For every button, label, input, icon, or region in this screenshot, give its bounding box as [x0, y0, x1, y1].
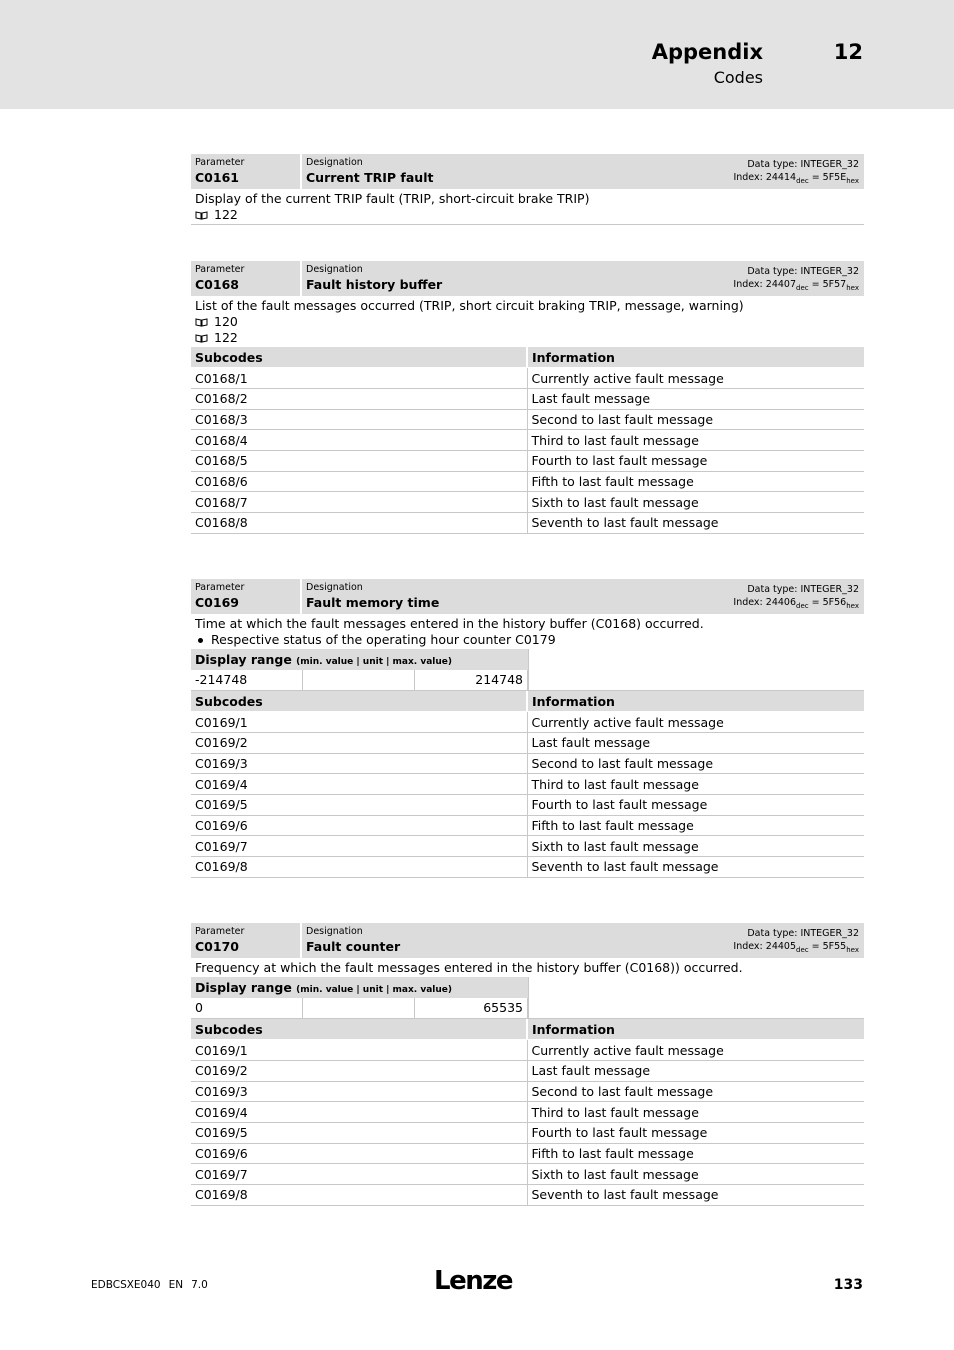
param-description: Display of the current TRIP fault (TRIP, short-circuit brake TRIP) 122 — [191, 189, 864, 225]
data-type-info: Data type: INTEGER_32 Index: $24414_{dec} = 5F5E_{hex}$ — [733, 159, 859, 185]
page-reference[interactable]: 122 — [195, 207, 860, 223]
table-row: C0168/6 Fifth to last fault message — [191, 471, 864, 492]
subcodes-table: Subcodes Information C0169/1 Currently active fault message C0169/2 Last fault message C0169/3 Second to last fault message C0169/4 Third to last fault message C0169/5 Fourth to last fault message C0169/6 Fifth to last fault message C0169/7 Sixth to last fault message C0169/8 Seventh to last fault message — [191, 1019, 864, 1206]
table-row: C0169/4 Third to last fault message — [191, 774, 864, 795]
chapter-title: Appendix — [651, 40, 763, 64]
table-row: C0169/3 Second to last fault message — [191, 753, 864, 774]
table-row: C0169/8 Seventh to last fault message — [191, 857, 864, 878]
range-unit — [303, 670, 415, 690]
table-row: C0169/5 Fourth to last fault message — [191, 794, 864, 815]
table-row: C0169/6 Fifth to last fault message — [191, 1143, 864, 1164]
bullet-icon — [198, 638, 203, 643]
parameter-code: C0169 — [195, 595, 239, 610]
param-block-c0168 — [191, 261, 864, 534]
table-row: C0168/8 Seventh to last fault message — [191, 513, 864, 534]
range-unit — [303, 998, 415, 1018]
designation-value: Current TRIP fault — [306, 170, 434, 185]
param-description: List of the fault messages occurred (TRIP, short circuit braking TRIP, message, warning) 120 122 — [191, 296, 864, 347]
param-header: Parameter C0168 Designation Fault history buffer Data type: INTEGER_32 Index: $24407_{dec} = 5F57_{hex}$ — [191, 261, 864, 296]
parameter-code: C0168 — [195, 277, 239, 292]
param-header: Parameter C0170 Designation Fault counter Data type: INTEGER_32 Index: $24405_{dec} = 5F55_{hex}$ — [191, 923, 864, 958]
parameter-code: C0161 — [195, 170, 239, 185]
table-row: C0168/3 Second to last fault message — [191, 409, 864, 430]
page-reference[interactable]: 120 — [195, 314, 860, 330]
data-type-info: Data type: INTEGER_32 Index: $24406_{dec} = 5F56_{hex}$ — [733, 584, 859, 610]
param-header: Parameter C0169 Designation Fault memory time Data type: INTEGER_32 Index: $24406_{dec} = 5F56_{hex}$ — [191, 579, 864, 614]
book-icon — [195, 211, 208, 220]
designation-value: Fault counter — [306, 939, 401, 954]
display-range: Display range (min. value | unit | max. value) -214748 214748 — [191, 649, 864, 691]
table-row: C0169/7 Sixth to last fault message — [191, 836, 864, 857]
designation-label: Designation — [306, 157, 363, 168]
table-row: C0168/4 Third to last fault message — [191, 430, 864, 451]
subcodes-table: Subcodes Information C0169/1 Currently active fault message C0169/2 Last fault message C0169/3 Second to last fault message C0169/4 Third to last fault message C0169/5 Fourth to last fault message C0169/6 Fifth to last fault message C0169/7 Sixth to last fault message C0169/8 Seventh to last fault message — [191, 691, 864, 878]
page-reference[interactable]: 122 — [195, 330, 860, 346]
lenze-logo — [434, 1265, 516, 1293]
subcodes-table: Subcodes Information C0168/1 Currently active fault message C0168/2 Last fault message C0168/3 Second to last fault message C0168/4 Third to last fault message C0168/5 Fourth to last fault message C0168/6 Fifth to last fault message C0168/7 Sixth to last fault message C0168/8 Seventh to last fault message — [191, 347, 864, 534]
range-min: 0 — [191, 998, 303, 1018]
designation-value: Fault history buffer — [306, 277, 443, 292]
designation-value: Fault memory time — [306, 595, 440, 610]
param-block-c0169 — [191, 579, 864, 878]
page-number: 133 — [833, 1277, 863, 1293]
range-max: 65535 — [415, 998, 528, 1018]
param-block-c0170 — [191, 923, 864, 1206]
parameter-code: C0170 — [195, 939, 239, 954]
table-row: C0169/2 Last fault message — [191, 732, 864, 753]
table-row: C0168/5 Fourth to last fault message — [191, 450, 864, 471]
table-row: C0169/1 Currently active fault message — [191, 1040, 864, 1061]
data-type-info: Data type: INTEGER_32 Index: $24407_{dec} = 5F57_{hex}$ — [733, 266, 859, 292]
chapter-number: 12 — [833, 40, 863, 64]
svg-text:Lenze: Lenze — [434, 1266, 512, 1293]
data-type-info: Data type: INTEGER_32 Index: $24405_{dec} = 5F55_{hex}$ — [733, 928, 859, 954]
table-row: C0169/6 Fifth to last fault message — [191, 815, 864, 836]
document-id: EDBCSXE040 EN 7.0 — [91, 1279, 208, 1291]
table-row: C0169/8 Seventh to last fault message — [191, 1185, 864, 1206]
table-row: C0169/1 Currently active fault message — [191, 712, 864, 733]
param-block-c0161 — [191, 154, 864, 225]
book-icon — [195, 334, 208, 343]
parameter-label: Parameter — [195, 157, 245, 168]
table-row: C0168/1 Currently active fault message — [191, 368, 864, 389]
param-header — [191, 154, 864, 189]
book-icon — [195, 318, 208, 327]
range-max: 214748 — [415, 670, 528, 690]
range-min: -214748 — [191, 670, 303, 690]
table-row: C0169/7 Sixth to last fault message — [191, 1164, 864, 1185]
table-row: C0169/5 Fourth to last fault message — [191, 1122, 864, 1143]
param-description: Frequency at which the fault messages entered in the history buffer (C0168)) occurred. — [195, 960, 743, 975]
display-range: Display range (min. value | unit | max. value) 0 65535 — [191, 977, 864, 1019]
table-row: C0169/4 Third to last fault message — [191, 1102, 864, 1123]
param-description: Time at which the fault messages entered in the history buffer (C0168) occurred. Respective status of the operating hour counter C0179 — [191, 614, 864, 649]
table-row: C0168/7 Sixth to last fault message — [191, 492, 864, 513]
table-row: C0169/2 Last fault message — [191, 1060, 864, 1081]
table-row: C0169/3 Second to last fault message — [191, 1081, 864, 1102]
chapter-subtitle: Codes — [713, 68, 763, 87]
table-row: C0168/2 Last fault message — [191, 388, 864, 409]
bullet-item: Respective status of the operating hour counter C0179 — [195, 632, 860, 648]
